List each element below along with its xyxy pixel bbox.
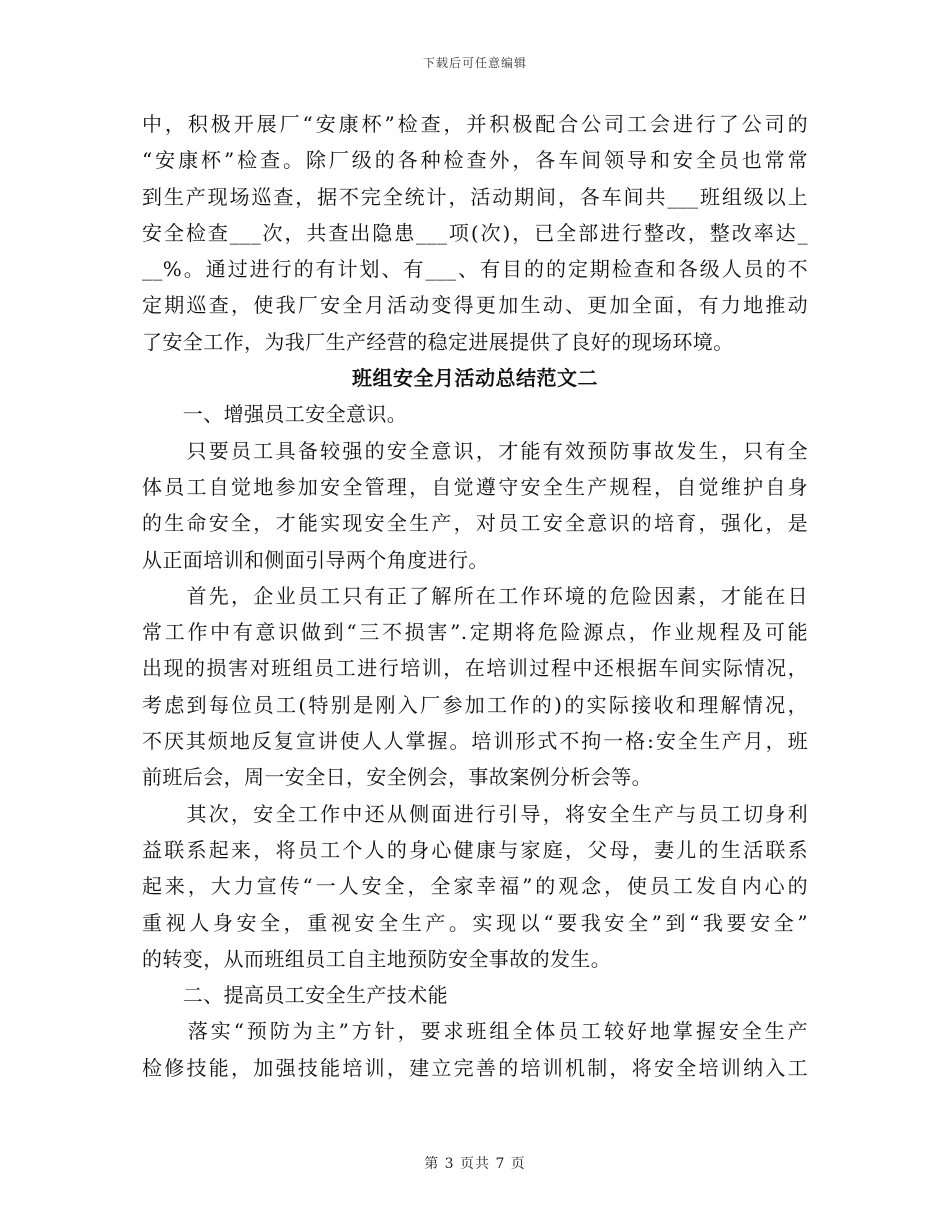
text-line: 安全检查___次，共查出隐患___项(次)，已全部进行整改，整改率达_: [142, 220, 808, 245]
text-line: 常工作中有意识做到“三不损害”.定期将危险源点，作业规程及可能: [142, 620, 808, 645]
text-line: 益联系起来，将员工个人的身心健康与家庭，父母，妻儿的生活联系: [142, 837, 808, 862]
text-line: 定期巡查，使我厂安全月活动变得更加生动、更加全面，有力地推动: [142, 293, 808, 318]
text-line: 一、增强员工安全意识。: [142, 402, 408, 427]
text-line: 首先，企业员工只有正了解所在工作环境的危险因素，才能在日: [142, 583, 808, 608]
text-line: “安康杯”检查。除厂级的各种检查外，各车间领导和安全员也常常: [142, 148, 808, 173]
text-line: 的生命安全，才能实现安全生产，对员工安全意识的培育，强化，是: [142, 511, 808, 536]
text-line: __%。通过进行的有计划、有___、有目的的定期检查和各级人员的不: [142, 257, 808, 282]
text-line: 只要员工具备较强的安全意识，才能有效预防事故发生，只有全: [142, 438, 808, 463]
page-footer: 第 3 页共 7 页: [424, 1156, 526, 1172]
text-line: 从正面培训和侧面引导两个角度进行。: [142, 547, 489, 572]
text-line: 的转变，从而班组员工自主地预防安全事故的发生。: [142, 946, 612, 971]
text-line: 起来，大力宣传“一人安全，全家幸福”的观念，使员工发自内心的: [142, 874, 808, 899]
text-line: 前班后会，周一安全日，安全例会，事故案例分析会等。: [142, 765, 652, 790]
text-line: 不厌其烦地反复宣讲使人人掌握。培训形式不拘一格:安全生产月，班: [142, 729, 808, 754]
section-heading: 班组安全月活动总结范文二: [352, 366, 598, 391]
page-header-note: 下载后可任意编辑: [422, 56, 527, 70]
text-line: 重视人身安全，重视安全生产。实现以“要我安全”到“我要安全”: [142, 910, 808, 935]
text-line: 检修技能，加强技能培训，建立完善的培训机制，将安全培训纳入工: [142, 1055, 808, 1080]
document-body: [142, 106, 808, 1086]
text-line: 到生产现场巡查，据不完全统计，活动期间，各车间共___班组级以上: [142, 184, 808, 209]
text-line: 中，积极开展厂“安康杯”检查，并积极配合公司工会进行了公司的: [142, 112, 808, 136]
text-line: 了安全工作，为我厂生产经营的稳定进展提供了良好的现场环境。: [142, 329, 734, 354]
text-line: 考虑到每位员工(特别是刚入厂参加工作的)的实际接收和理解情况，: [142, 692, 808, 717]
text-line: 出现的损害对班组员工进行培训，在培训过程中还根据车间实际情况，: [142, 656, 808, 681]
text-line: 二、提高员工安全生产技术能: [142, 983, 448, 1008]
text-line: 体员工自觉地参加安全管理，自觉遵守安全生产规程，自觉维护自身: [142, 474, 808, 499]
text-line: 其次，安全工作中还从侧面进行引导，将安全生产与员工切身利: [142, 801, 808, 826]
text-line: 落实“预防为主”方针，要求班组全体员工较好地掌握安全生产: [142, 1019, 808, 1044]
